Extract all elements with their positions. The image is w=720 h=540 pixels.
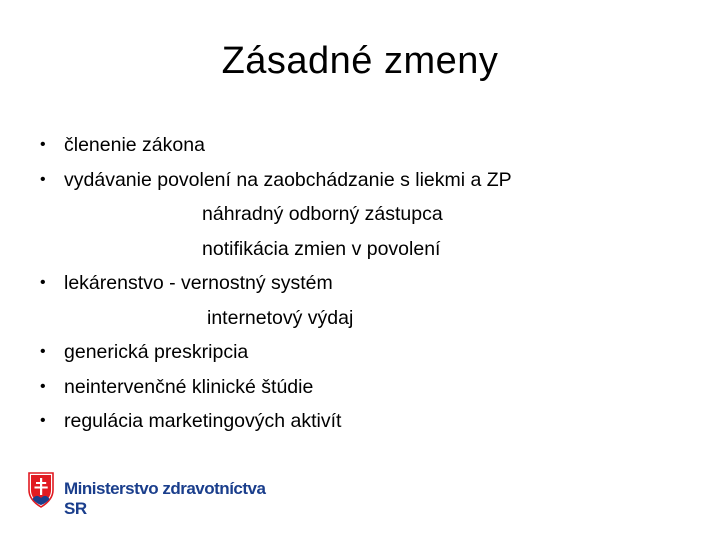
list-item bbox=[40, 404, 680, 439]
list-item bbox=[40, 163, 680, 198]
list-item bbox=[40, 335, 680, 370]
ministry-name: Ministerstvo zdravotníctva SR bbox=[64, 479, 266, 518]
bullet-icon: • bbox=[40, 170, 46, 188]
list-item-text: členenie zákona bbox=[64, 134, 205, 156]
list-item-continuation bbox=[40, 301, 680, 336]
bullet-icon: • bbox=[40, 136, 46, 153]
bullet-list bbox=[40, 128, 680, 439]
bullet-icon: • bbox=[40, 274, 46, 291]
bullet-icon: • bbox=[40, 412, 46, 429]
list-item bbox=[40, 266, 680, 301]
list-item-text: regulácia marketingových aktivít bbox=[64, 410, 342, 432]
list-item-text: notifikácia zmien v povolení bbox=[202, 237, 441, 260]
list-item-text: generická preskripcia bbox=[64, 341, 249, 363]
list-item-text: neintervenčné klinické štúdie bbox=[64, 375, 314, 398]
list-item-continuation bbox=[40, 232, 680, 267]
list-item bbox=[40, 370, 680, 405]
ministry-logo bbox=[28, 472, 268, 518]
list-item-continuation bbox=[40, 197, 680, 232]
slide-title: Zásadné zmeny bbox=[221, 40, 499, 82]
list-item-text: internetový výdaj bbox=[207, 306, 354, 329]
bullet-icon: • bbox=[40, 377, 46, 395]
bullet-icon: • bbox=[40, 343, 46, 360]
list-item-text: vydávanie povolení na zaobchádzanie s liekmi a ZP bbox=[64, 168, 512, 191]
slovak-coat-of-arms-icon bbox=[28, 472, 54, 508]
list-item-text: lekárenstvo - vernostný systém bbox=[64, 272, 333, 294]
list-item bbox=[40, 128, 680, 163]
list-item-text: náhradný odborný zástupca bbox=[202, 203, 443, 225]
